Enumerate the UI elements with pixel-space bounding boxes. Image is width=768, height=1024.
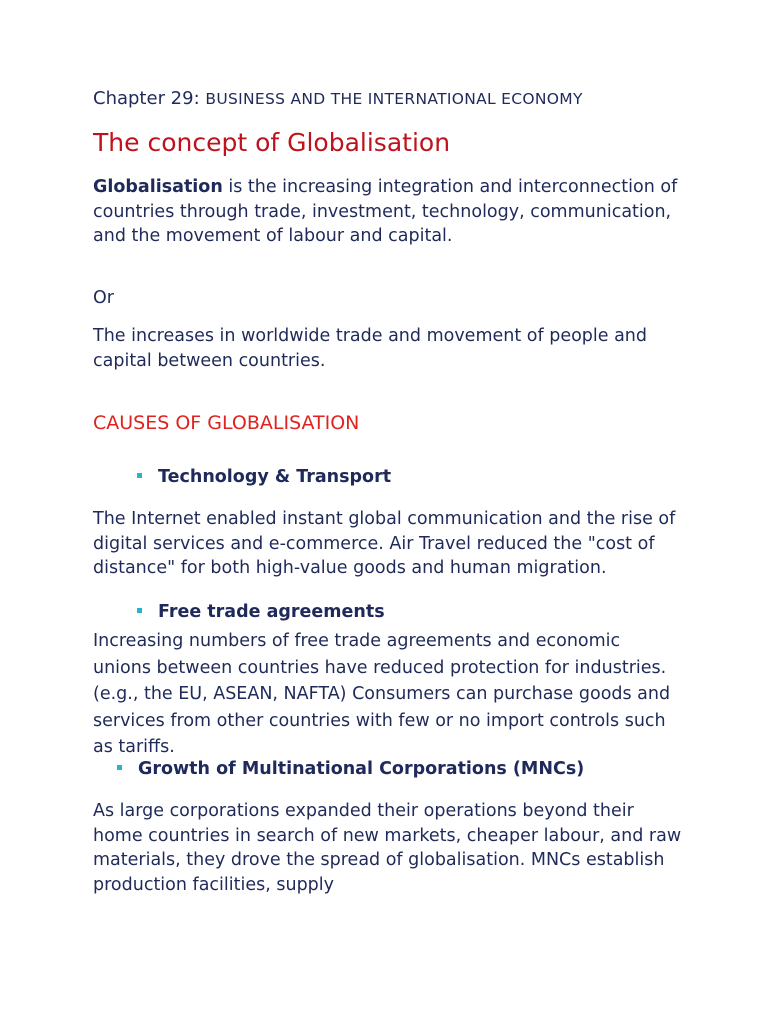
cause-text: As large corporations expanded their operations beyond their home countries in search of new markets, cheaper labour, and raw materials, they drove the spread of globalisation. MNCs establish production facilities, supply (93, 801, 682, 895)
cause-bullet-free-trade (137, 602, 385, 622)
cause-title: Free trade agreements (158, 602, 385, 622)
bullet-square-icon (137, 473, 142, 478)
cause-text: Increasing numbers of free trade agreements and economic unions between countries have reduced protection for industries. (e.g., the EU, ASEAN, NAFTA) Consumers can purchase goods and services from other countries with few or no import controls such as tariffs. (93, 631, 671, 757)
chapter-number: Chapter 29: (93, 88, 200, 109)
bullet-square-icon (117, 765, 122, 770)
page-title: The concept of Globalisation (93, 128, 451, 157)
alt-definition-paragraph: The increases in worldwide trade and movement of people and capital between countries. (93, 326, 648, 371)
cause-text: The Internet enabled instant global communication and the rise of digital services and e-commerce. Air Travel reduced the "cost of distance" for both high-value goods and human migration. (93, 509, 676, 578)
chapter-title: BUSINESS AND THE INTERNATIONAL ECONOMY (205, 90, 583, 108)
cause-bullet-mncs (117, 759, 584, 779)
cause-title: Growth of Multinational Corporations (MNCs) (138, 759, 585, 779)
definition-term: Globalisation (93, 177, 223, 197)
bullet-square-icon (137, 608, 142, 613)
or-text: Or (93, 288, 114, 308)
chapter-heading (93, 88, 583, 109)
definition-text: is the increasing integration and interconnection of countries through trade, investment, technology, communication, and the movement of labour and capital. (93, 177, 678, 246)
cause-title: Technology & Transport (158, 467, 392, 487)
definition-paragraph (93, 175, 683, 249)
cause-bullet-technology (137, 467, 391, 487)
causes-heading: CAUSES OF GLOBALISATION (93, 412, 360, 434)
